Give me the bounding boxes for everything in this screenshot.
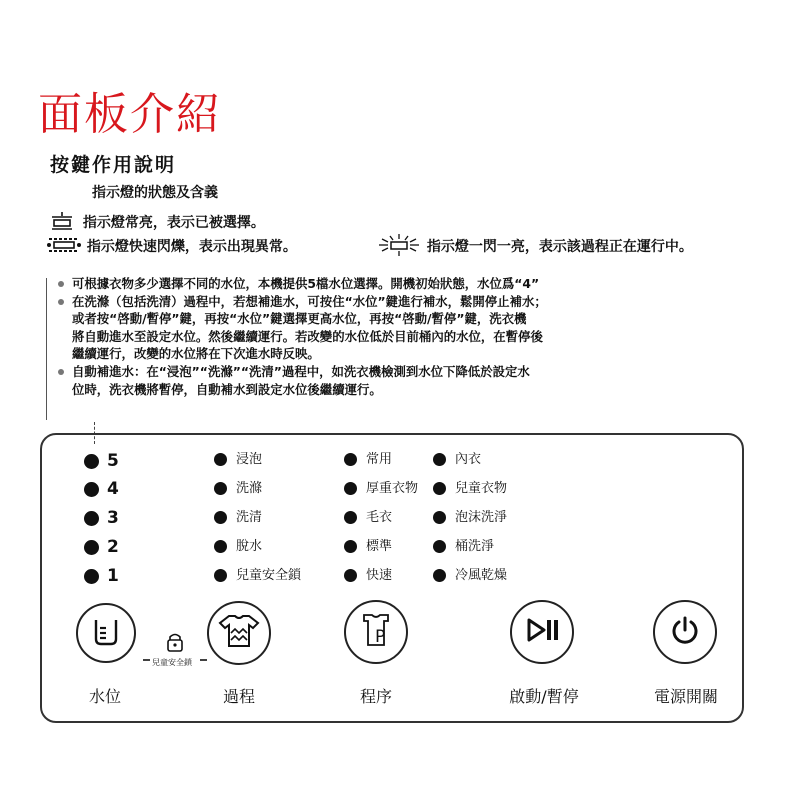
- indicator-lamp: [344, 540, 357, 553]
- power-button[interactable]: [653, 600, 717, 664]
- indicator-lamp: [214, 453, 227, 466]
- indicator-lamp: [344, 511, 357, 524]
- lamp-on-icon: [48, 211, 78, 235]
- notes: [58, 275, 738, 398]
- indicator-lamp: [344, 453, 357, 466]
- note-line: 位時，洗衣機將暫停，自動補水到設定水位後繼續運行。: [72, 381, 382, 397]
- program-button-label: 程序: [359, 687, 392, 706]
- indicator-lamp: [84, 540, 99, 555]
- note-line: 自動補進水：在“浸泡”“洗滌”“洗清”過程中，如洗衣機檢測到水位下降低於設定水: [72, 363, 530, 379]
- process-indicator: 兒童安全鎖: [214, 567, 301, 585]
- water-level-button-label: 水位: [88, 687, 121, 706]
- water-level-indicator-3: 3: [84, 508, 119, 528]
- note-line: 在洗滌（包括洗清）過程中，若想補進水，可按住“水位”鍵進行補水，鬆開停止補水；: [72, 293, 547, 309]
- water-level-button[interactable]: [76, 603, 136, 663]
- legend-text: 指示燈常亮，表示已被選擇。: [82, 215, 265, 231]
- indicator-lamp: [433, 482, 446, 495]
- water-level-indicator-2: 2: [84, 537, 119, 557]
- section-subtitle: 按鍵作用說明: [50, 154, 177, 176]
- program-indicator: 泡沫洗淨: [433, 509, 507, 527]
- indicator-lamp: [344, 482, 357, 495]
- play-pause-icon: [525, 617, 559, 647]
- water-level-indicator-1: 1: [84, 566, 119, 586]
- indicator-lamp: [433, 453, 446, 466]
- note-item: [58, 363, 738, 398]
- page-title: 面板介紹: [38, 89, 222, 140]
- lamp-blink-icon: [376, 233, 422, 261]
- power-icon: [670, 615, 700, 649]
- indicator-lamp: [433, 511, 446, 524]
- water-level-indicator-4: 4: [84, 479, 119, 499]
- legend-item-fast-blink: [46, 235, 297, 259]
- legend-text: 指示燈快速閃爍，表示出現異常。: [86, 239, 297, 255]
- legend-item-blink: [376, 233, 693, 261]
- start-pause-button[interactable]: [510, 600, 574, 664]
- program-indicator: 兒童衣物: [433, 480, 507, 498]
- program-indicator: 厚重衣物: [344, 480, 418, 498]
- process-button-label: 過程: [222, 687, 255, 706]
- process-indicator: 洗滌: [214, 480, 262, 498]
- process-indicator: 脫水: [214, 538, 262, 556]
- process-indicator: 洗清: [214, 509, 262, 527]
- legend-item-steady: [48, 211, 265, 235]
- indicator-lamp: [84, 569, 99, 584]
- indicator-lamp: [214, 482, 227, 495]
- indicator-lamp: [214, 511, 227, 524]
- bullet-icon: [58, 299, 64, 305]
- program-indicator: 桶洗淨: [433, 538, 494, 556]
- indicator-lamp: [84, 511, 99, 526]
- indicator-lamp: [84, 482, 99, 497]
- note-line: 繼續運行，改變的水位將在下次進水時反映。: [72, 346, 320, 362]
- note-item: [58, 275, 738, 293]
- water-level-icon: [90, 615, 122, 651]
- program-indicator: 內衣: [433, 451, 481, 469]
- program-indicator: 快速: [344, 567, 392, 585]
- process-button[interactable]: [207, 601, 271, 665]
- program-icon: [355, 609, 397, 655]
- start-pause-button-label: 啟動/暫停: [509, 687, 579, 706]
- indicator-lamp: [214, 569, 227, 582]
- bullet-icon: [58, 281, 64, 287]
- note-item: [58, 293, 738, 363]
- indicator-lamp: [84, 454, 99, 469]
- note-line: 可根據衣物多少選擇不同的水位，本機提供5檔水位選擇。開機初始狀態，水位爲“4”: [72, 276, 540, 291]
- legend-heading: 指示燈的狀態及含義: [92, 185, 218, 201]
- program-button[interactable]: [344, 600, 408, 664]
- indicator-lamp: [433, 569, 446, 582]
- wash-process-icon: [217, 611, 261, 655]
- process-indicator: 浸泡: [214, 451, 262, 469]
- lamp-fast-blink-icon: [46, 235, 82, 259]
- bullet-icon: [58, 369, 64, 375]
- program-indicator: 標準: [344, 538, 392, 556]
- water-level-indicator-5: 5: [84, 451, 119, 471]
- child-lock-label: 兒童安全鎖: [152, 658, 192, 667]
- program-indicator: 毛衣: [344, 509, 392, 527]
- indicator-lamp: [433, 540, 446, 553]
- note-line: 或者按“啓動/暫停”鍵，再按“水位”鍵選擇更高水位，再按“啓動/暫停”鍵，洗衣機: [72, 311, 527, 327]
- svg-text:P: P: [375, 627, 386, 647]
- program-indicator: 常用: [344, 451, 392, 469]
- program-indicator: 冷風乾燥: [433, 567, 507, 585]
- indicator-lamp: [214, 540, 227, 553]
- legend-text: 指示燈一閃一亮，表示該過程正在運行中。: [426, 239, 693, 255]
- notes-rule: [46, 278, 47, 420]
- power-button-label: 電源開關: [653, 687, 718, 706]
- note-line: 將自動進水至設定水位。然後繼續運行。若改變的水位低於目前桶內的水位，在暫停後: [72, 328, 543, 344]
- indicator-lamp: [344, 569, 357, 582]
